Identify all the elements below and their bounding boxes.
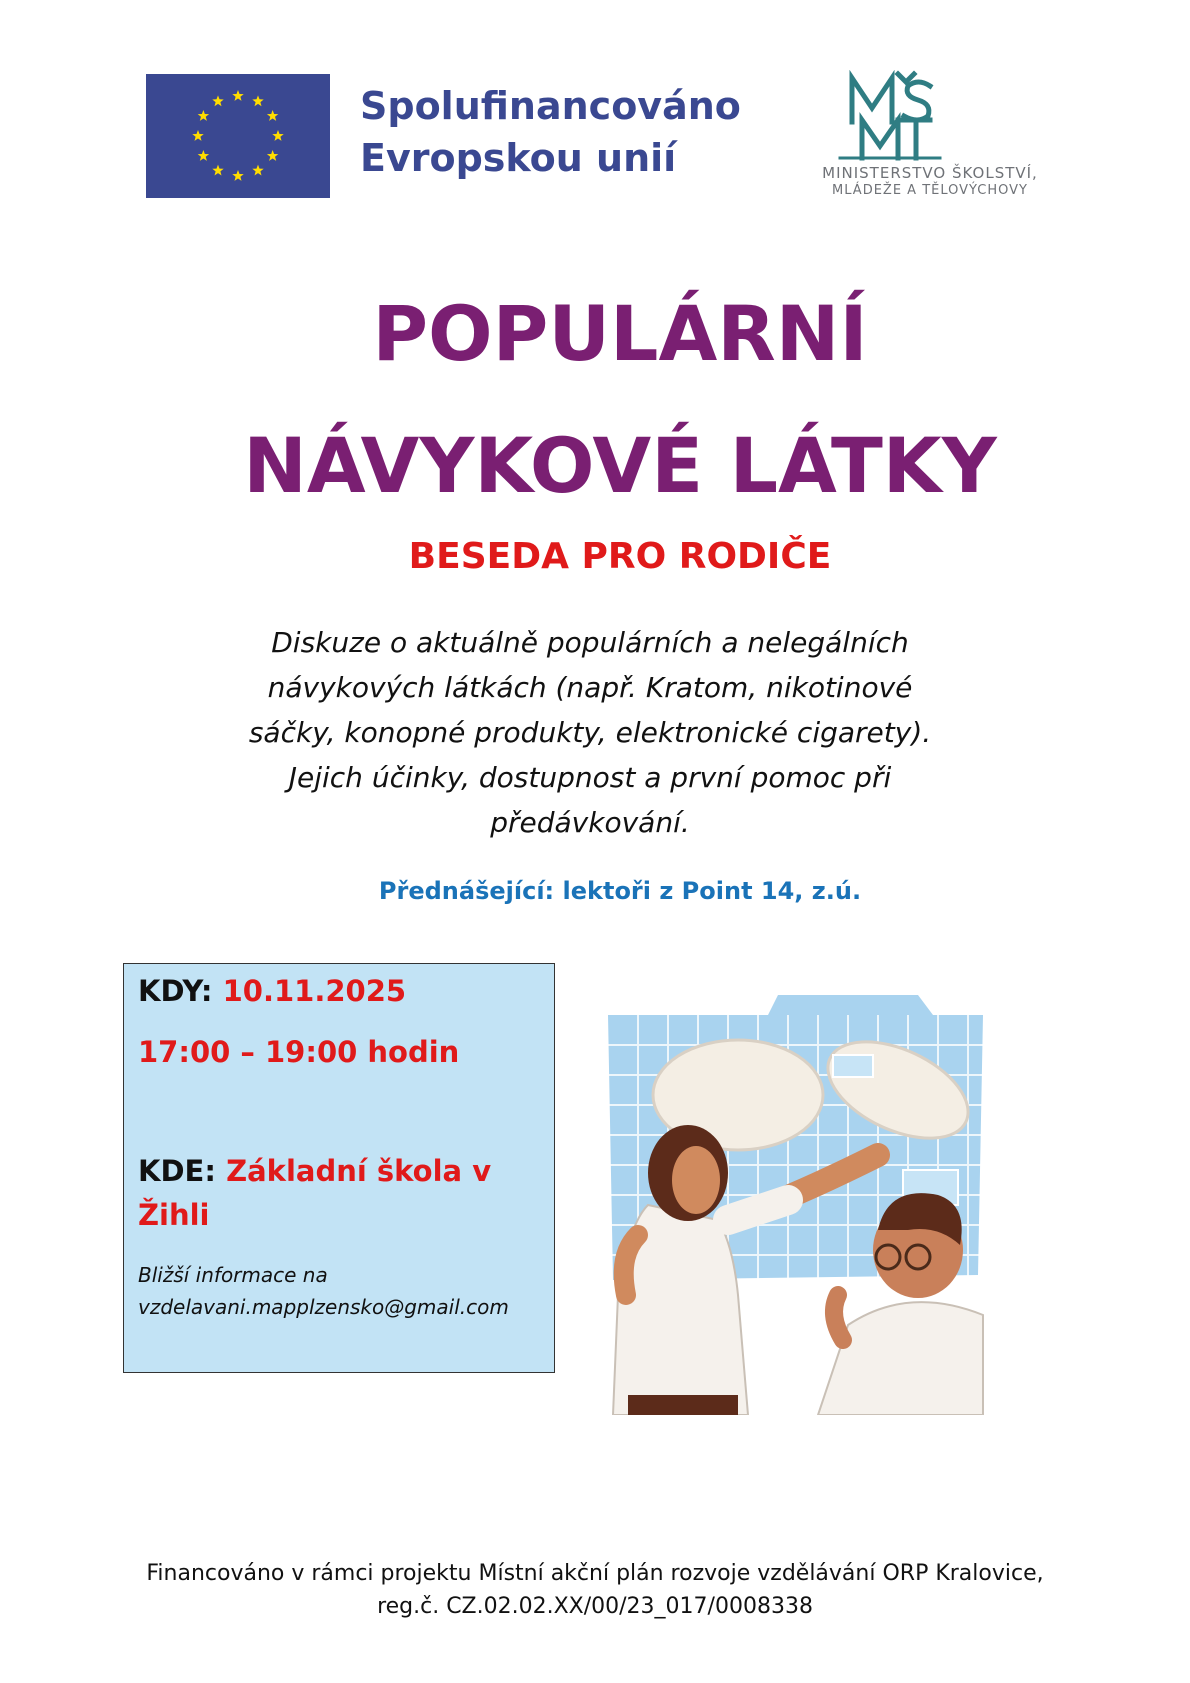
eu-star-icon — [192, 130, 203, 141]
description-line: Jejich účinky, dostupnost a první pomoc při — [288, 761, 892, 794]
eu-star-icon — [232, 170, 243, 181]
eu-star-icon — [198, 110, 209, 121]
poster-title — [0, 268, 1190, 532]
description-line: Diskuze o aktuálně populárních a nelegálních — [271, 626, 909, 659]
msmt-text-line1: MINISTERSTVO ŠKOLSTVÍ, — [822, 164, 1038, 182]
when-time: 17:00 – 19:00 hodin — [138, 1035, 460, 1069]
where-label: KDE: — [138, 1154, 216, 1188]
eu-star-icon — [212, 165, 223, 176]
description-line: návykových látkách (např. Kratom, nikotinové — [267, 671, 913, 704]
eu-text-line1: Spolufinancováno — [360, 84, 741, 128]
eu-star-icon — [272, 130, 283, 141]
description-line: sáčky, konopné produkty, elektronické cigarety). — [248, 716, 932, 749]
eu-cofinancing-text — [360, 80, 741, 184]
eu-flag-icon — [146, 74, 330, 198]
eu-star-icon — [252, 165, 263, 176]
presentation-illustration-icon — [588, 995, 988, 1415]
when-date: 10.11.2025 — [222, 974, 407, 1008]
title-line2: NÁVYKOVÉ LÁTKY — [243, 421, 997, 510]
funding-footer — [0, 1557, 1190, 1623]
msmt-text — [760, 164, 1100, 200]
footer-line1: Financováno v rámci projektu Místní akční plán rozvoje vzdělávání ORP Kralovice, — [146, 1561, 1044, 1586]
more-info-line1: Bližší informace na — [138, 1263, 328, 1287]
footer-line2: reg.č. CZ.02.02.XX/00/23_017/0008338 — [377, 1594, 813, 1619]
when-label: KDY: — [138, 974, 213, 1008]
where-value: Základní škola v — [226, 1154, 492, 1188]
lecturer-info: Přednášející: lektoři z Point 14, z.ú. — [378, 877, 862, 905]
where-value-line2: Žihli — [138, 1198, 210, 1232]
poster-subtitle: BESEDA PRO RODIČE — [408, 536, 832, 577]
more-info — [138, 1259, 509, 1323]
title-line1: POPULÁRNÍ — [372, 289, 868, 378]
event-info-box — [123, 963, 555, 1373]
contact-email[interactable]: vzdelavani.mapplzensko@gmail.com — [138, 1295, 509, 1319]
eu-star-icon — [267, 110, 278, 121]
eu-star-icon — [212, 95, 223, 106]
eu-star-icon — [252, 95, 263, 106]
eu-text-line2: Evropskou unií — [360, 136, 677, 180]
eu-star-icon — [267, 150, 278, 161]
msmt-text-line2: MLÁDEŽE A TĚLOVÝCHOVY — [832, 183, 1028, 198]
when-row — [138, 974, 406, 1008]
eu-star-icon — [198, 150, 209, 161]
eu-star-icon — [232, 90, 243, 101]
event-description — [200, 620, 980, 845]
description-line: předávkování. — [490, 806, 690, 839]
where-row — [138, 1154, 491, 1188]
